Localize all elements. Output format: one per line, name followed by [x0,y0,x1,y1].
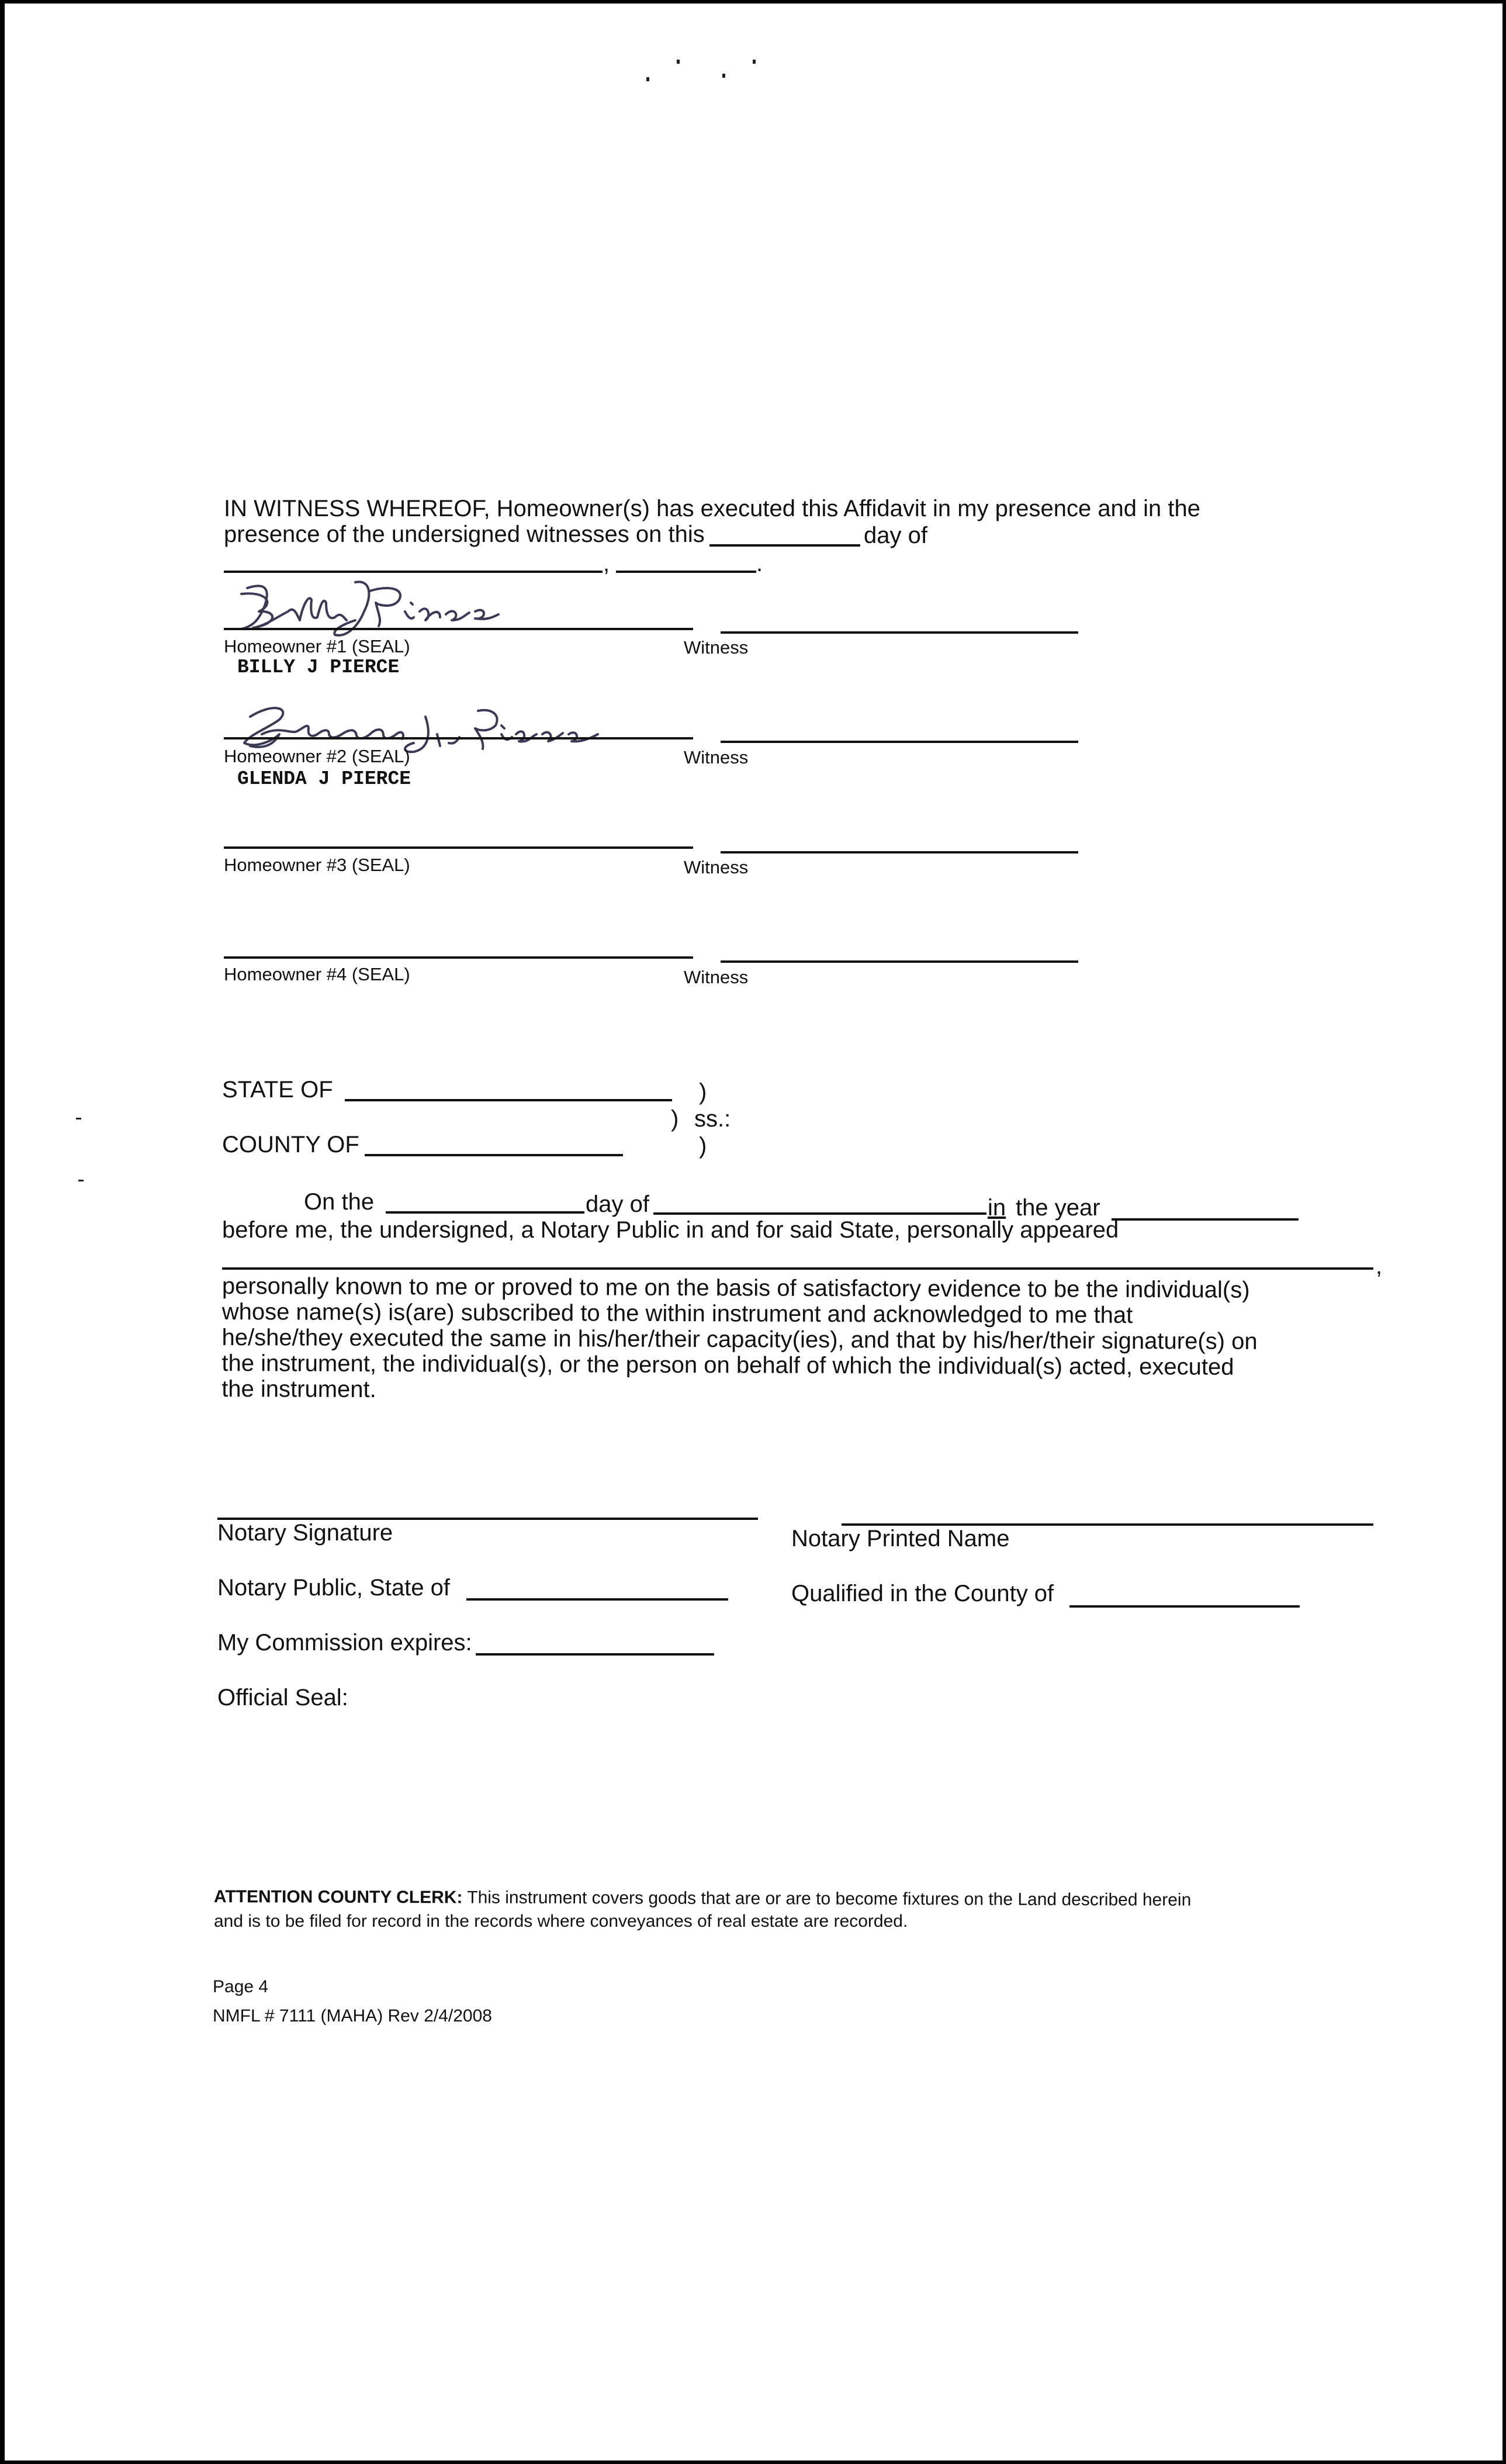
ack-the-year: the year [1016,1195,1100,1221]
ack-body [221,1273,1258,1406]
county-of-label: COUNTY OF [222,1132,359,1157]
scan-mark [78,1180,84,1181]
scan-speck [722,74,725,78]
homeowner-1-signature [230,571,504,647]
date-year-blank[interactable] [616,571,756,573]
scan-mark [76,1118,81,1119]
date-day-blank[interactable] [709,544,860,547]
ack-in: in [988,1195,1006,1221]
ack-day-of: day of [586,1191,649,1217]
notary-public-state-label: Notary Public, State of [217,1575,450,1601]
ack-day-blank[interactable] [386,1211,584,1214]
document-page [5,4,1502,2460]
ack-body-line: he/she/they executed the same in his/her/their capacity(ies), and that by his/her/their signature(s) on [221,1324,1258,1354]
ack-before-me: before me, the undersigned, a Notary Public in and for said State, personally appeared [222,1217,1119,1243]
ack-body-line: personally known to me or proved to me on the basis of satisfactory evidence to be the individual(s) [221,1273,1250,1303]
ack-body-line: whose name(s) is(are) subscribed to the within instrument and acknowledged to me that [221,1298,1133,1328]
ack-month-blank[interactable] [653,1212,986,1215]
homeowner-2-signature-line[interactable] [224,737,693,739]
attention-heading: ATTENTION COUNTY CLERK: [213,1887,463,1907]
witness-4-signature-line[interactable] [721,960,1078,963]
venue-paren-2: ) [671,1106,679,1132]
ack-name-blank[interactable] [222,1267,1373,1270]
witness-1-signature-line[interactable] [721,631,1078,634]
witness-3-label: Witness [684,857,749,877]
intro-line-2-prefix: presence of the undersigned witnesses on this [224,521,705,547]
homeowner-1-label: Homeowner #1 (SEAL) [224,636,410,656]
qualified-county-blank[interactable] [1069,1605,1300,1608]
homeowner-4-label: Homeowner #4 (SEAL) [224,964,410,984]
homeowner-2-label: Homeowner #2 (SEAL) [224,746,410,766]
notary-printed-name-label: Notary Printed Name [791,1526,1010,1551]
witness-3-signature-line[interactable] [721,851,1078,853]
ack-body-line: the instrument. [221,1376,376,1403]
homeowner-4-signature-line[interactable] [224,956,693,959]
attention-text-1: This instrument covers goods that are or are to become fixtures on the Land described herein [467,1888,1192,1910]
ack-body-line: the instrument, the individual(s), or the person on behalf of which the individual(s) acted, executed [221,1350,1234,1380]
date-separator-comma: , [603,551,610,576]
attention-text-2: and is to be filed for record in the records where conveyances of real estate are recorded. [214,1912,908,1931]
witness-1-label: Witness [684,637,749,658]
ack-trailing-comma: , [1376,1253,1383,1279]
page-number: Page 4 [213,1977,269,1996]
qualified-county-label: Qualified in the County of [791,1581,1054,1606]
form-id: NMFL # 7111 (MAHA) Rev 2/4/2008 [213,2006,492,2026]
state-of-label: STATE OF [222,1077,333,1103]
homeowner-3-signature-line[interactable] [224,846,693,849]
scan-speck [753,60,756,64]
witness-4-label: Witness [684,967,749,987]
county-of-blank[interactable] [365,1154,623,1156]
homeowner-3-label: Homeowner #3 (SEAL) [224,855,410,875]
homeowner-1-typed-name: BILLY J PIERCE [237,656,400,678]
venue-paren-3: ) [699,1133,707,1159]
commission-expires-blank[interactable] [476,1653,714,1656]
attention-line-1 [214,1887,1191,1910]
commission-expires-label: My Commission expires: [217,1630,472,1656]
intro-line-2-suffix: day of [864,523,927,548]
venue-paren-1: ) [699,1079,707,1105]
date-separator-period: . [756,551,763,576]
scan-speck [646,77,649,81]
ack-year-blank[interactable] [1112,1218,1299,1221]
witness-2-signature-line[interactable] [721,741,1078,743]
homeowner-1-signature-line[interactable] [224,628,693,630]
ss-label: ss.: [694,1106,731,1132]
ack-on-the: On the [304,1189,375,1215]
scan-speck [677,60,680,64]
witness-2-label: Witness [684,747,749,768]
state-of-blank[interactable] [345,1099,672,1101]
homeowner-2-typed-name: GLENDA J PIERCE [237,768,411,790]
notary-public-state-blank[interactable] [466,1598,728,1601]
official-seal-label: Official Seal: [217,1685,348,1710]
intro-line-1: IN WITNESS WHEREOF, Homeowner(s) has executed this Affidavit in my presence and in the [224,496,1201,521]
notary-signature-label: Notary Signature [217,1520,393,1546]
